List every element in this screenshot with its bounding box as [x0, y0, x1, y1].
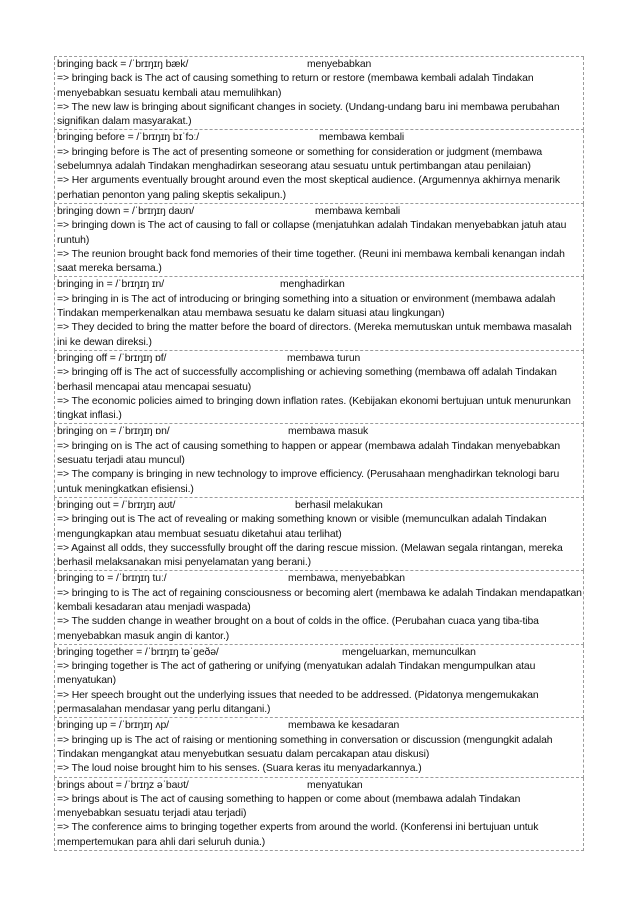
vocab-entry: [54, 571, 584, 644]
entry-example: => The economic policies aimed to bringing down inflation rates. (Kebijakan ekonomi bertujuan untuk menurunkan tingkat inflasi.): [57, 395, 571, 422]
vocab-entry: [54, 645, 584, 718]
entry-term: bringing down = /ˈbrɪŋɪŋ daʊn/: [57, 205, 195, 217]
entry-example: => The conference aims to bringing together experts from around the world. (Konferensi ini bertujuan untuk mempertemukan para ahli dari seluruh dunia.): [57, 822, 539, 848]
vocab-entry: [54, 351, 584, 424]
entry-translation: menyebabkan: [307, 59, 372, 70]
entry-term: bringing on = /ˈbrɪŋɪŋ ɒn/: [57, 426, 170, 438]
entry-translation: membawa, menyebabkan: [288, 573, 405, 585]
vocab-entry: [54, 57, 584, 130]
entry-term: bringing to = /ˈbrɪŋɪŋ tuː/: [57, 573, 167, 585]
entry-translation: membawa kembali: [315, 205, 401, 217]
entry-header: [57, 205, 583, 219]
entry-definition: => bringing off is The act of successfully accomplishing or achieving something (membawa off adalah Tindakan berhasil mencapai atau mencapai sesuatu): [57, 367, 557, 393]
vocabulary-list: [54, 56, 584, 851]
entry-term: bringing off = /ˈbrɪŋɪŋ ɒf/: [57, 352, 167, 364]
entry-term: bringing in = /ˈbrɪŋɪŋ ɪn/: [57, 279, 164, 291]
entry-translation: membawa ke kesadaran: [288, 720, 400, 732]
entry-translation: membawa turun: [287, 352, 361, 364]
entry-example: => The loud noise brought him to his senses. (Suara keras itu menyadarkannya.): [57, 763, 422, 775]
entry-header: [57, 58, 583, 72]
entry-example: => Her arguments eventually brought around even the most skeptical audience. (Argumennya akhirnya menarik perhatian penonton yang paling skeptis sekalipun.): [57, 175, 560, 201]
entry-definition: => bringing back is The act of causing something to return or restore (membawa kembali adalah Tindakan menyebabkan sesuatu kembali atau memulihkan): [57, 73, 534, 99]
entry-definition: => bringing on is The act of causing something to happen or appear (membawa adalah Tindakan menyebabkan sesuatu terjadi atau muncul): [57, 440, 561, 467]
entry-example: => The reunion brought back fond memories of their time together. (Reuni ini membawa kembali kenangan indah saat mereka bersama.): [57, 248, 565, 275]
entry-definition: => bringing before is The act of presenting someone or something for consideration or judgment (membawa sebelumnya adalah Tindakan menghadirkan seseorang atau sesuatu untuk pertimbangan atau penilaian): [57, 146, 543, 173]
entry-example: => The company is bringing in new technology to improve efficiency. (Perusahaan menghadirkan teknologi baru untuk meningkatkan efisiensi.): [57, 469, 560, 495]
entry-definition: => brings about is The act of causing something to happen or come about (membawa adalah Tindakan menyebabkan sesuatu terjadi atau terjadi): [57, 793, 521, 820]
entry-example: => Against all odds, they successfully brought off the daring rescue mission. (Melawan segala rintangan, mereka berhasil melaksanakan misi penyelamatan yang berani.): [57, 542, 563, 569]
entry-translation: menghadirkan: [280, 279, 345, 291]
vocab-entry: [54, 498, 584, 571]
entry-header: [57, 499, 583, 513]
entry-term: bringing back = /ˈbrɪŋɪŋ bæk/: [57, 59, 189, 70]
entry-header: [57, 425, 583, 439]
vocab-entry: [54, 277, 584, 350]
entry-term: brings about = /ˈbrɪŋz əˈbaʊt/: [57, 779, 189, 791]
entry-example: => The new law is bringing about significant changes in society. (Undang-undang baru ini membawa perubahan signifikan dalam masyarakat.): [57, 101, 560, 128]
entry-translation: membawa kembali: [319, 132, 405, 144]
entry-header: [57, 572, 583, 586]
entry-header: [57, 352, 583, 366]
entry-term: bringing up = /ˈbrɪŋɪŋ ʌp/: [57, 720, 169, 732]
vocab-entry: [54, 204, 584, 277]
entry-header: [57, 719, 583, 733]
entry-definition: => bringing in is The act of introducing or bringing something into a situation or environment (membawa adalah Tindakan memperkenalkan atau membawa sesuatu ke dalam situasi atau lingkungan): [57, 293, 556, 320]
vocab-entry: [54, 130, 584, 203]
entry-term: bringing out = /ˈbrɪŋɪŋ aʊt/: [57, 499, 176, 511]
entry-definition: => bringing down is The act of causing to fall or collapse (menjatuhkan adalah Tindakan menyebabkan jatuh atau runtuh): [57, 220, 567, 246]
vocab-entry: [54, 718, 584, 777]
vocab-entry: [54, 778, 584, 851]
entry-definition: => bringing together is The act of gathering or unifying (menyatukan adalah Tindakan mengumpulkan atau menyatukan): [57, 661, 536, 687]
vocab-entry: [54, 424, 584, 497]
entry-example: => The sudden change in weather brought on a bout of colds in the office. (Perubahan cuaca yang tiba-tiba menyebabkan masuk angin di kantor.): [57, 616, 539, 642]
entry-term: bringing before = /ˈbrɪŋɪŋ bɪˈfɔː/: [57, 132, 199, 144]
entry-example: => Her speech brought out the underlying issues that needed to be addressed. (Pidatonya mengemukakan permasalahan mendasar yang perlu ditangani.): [57, 689, 539, 716]
entry-header: [57, 131, 583, 145]
entry-translation: membawa masuk: [288, 426, 369, 438]
entry-definition: => bringing to is The act of regaining consciousness or becoming alert (membawa ke adalah Tindakan mendapatkan kembali kesadaran atau menjadi waspada): [57, 587, 582, 613]
entry-definition: => bringing up is The act of raising or mentioning something in conversation or discussion (mengungkit adalah Tindakan mengangkat atau menyebutkan sesuatu dalam percakapan atau diskusi): [57, 734, 553, 760]
entry-example: => They decided to bring the matter before the board of directors. (Mereka memutuskan untuk membawa masalah ini ke dewan direksi.): [57, 322, 572, 348]
entry-definition: => bringing out is The act of revealing or making something known or visible (memunculkan adalah Tindakan mengungkapkan atau membuat sesuatu diketahui atau terlihat): [57, 514, 547, 540]
entry-term: bringing together = /ˈbrɪŋɪŋ təˈɡeðə/: [57, 646, 219, 658]
entry-header: [57, 779, 583, 793]
entry-translation: berhasil melakukan: [295, 499, 383, 511]
entry-header: [57, 278, 583, 292]
entry-header: [57, 646, 583, 660]
entry-translation: mengeluarkan, memunculkan: [342, 646, 476, 658]
entry-translation: menyatukan: [307, 779, 363, 791]
